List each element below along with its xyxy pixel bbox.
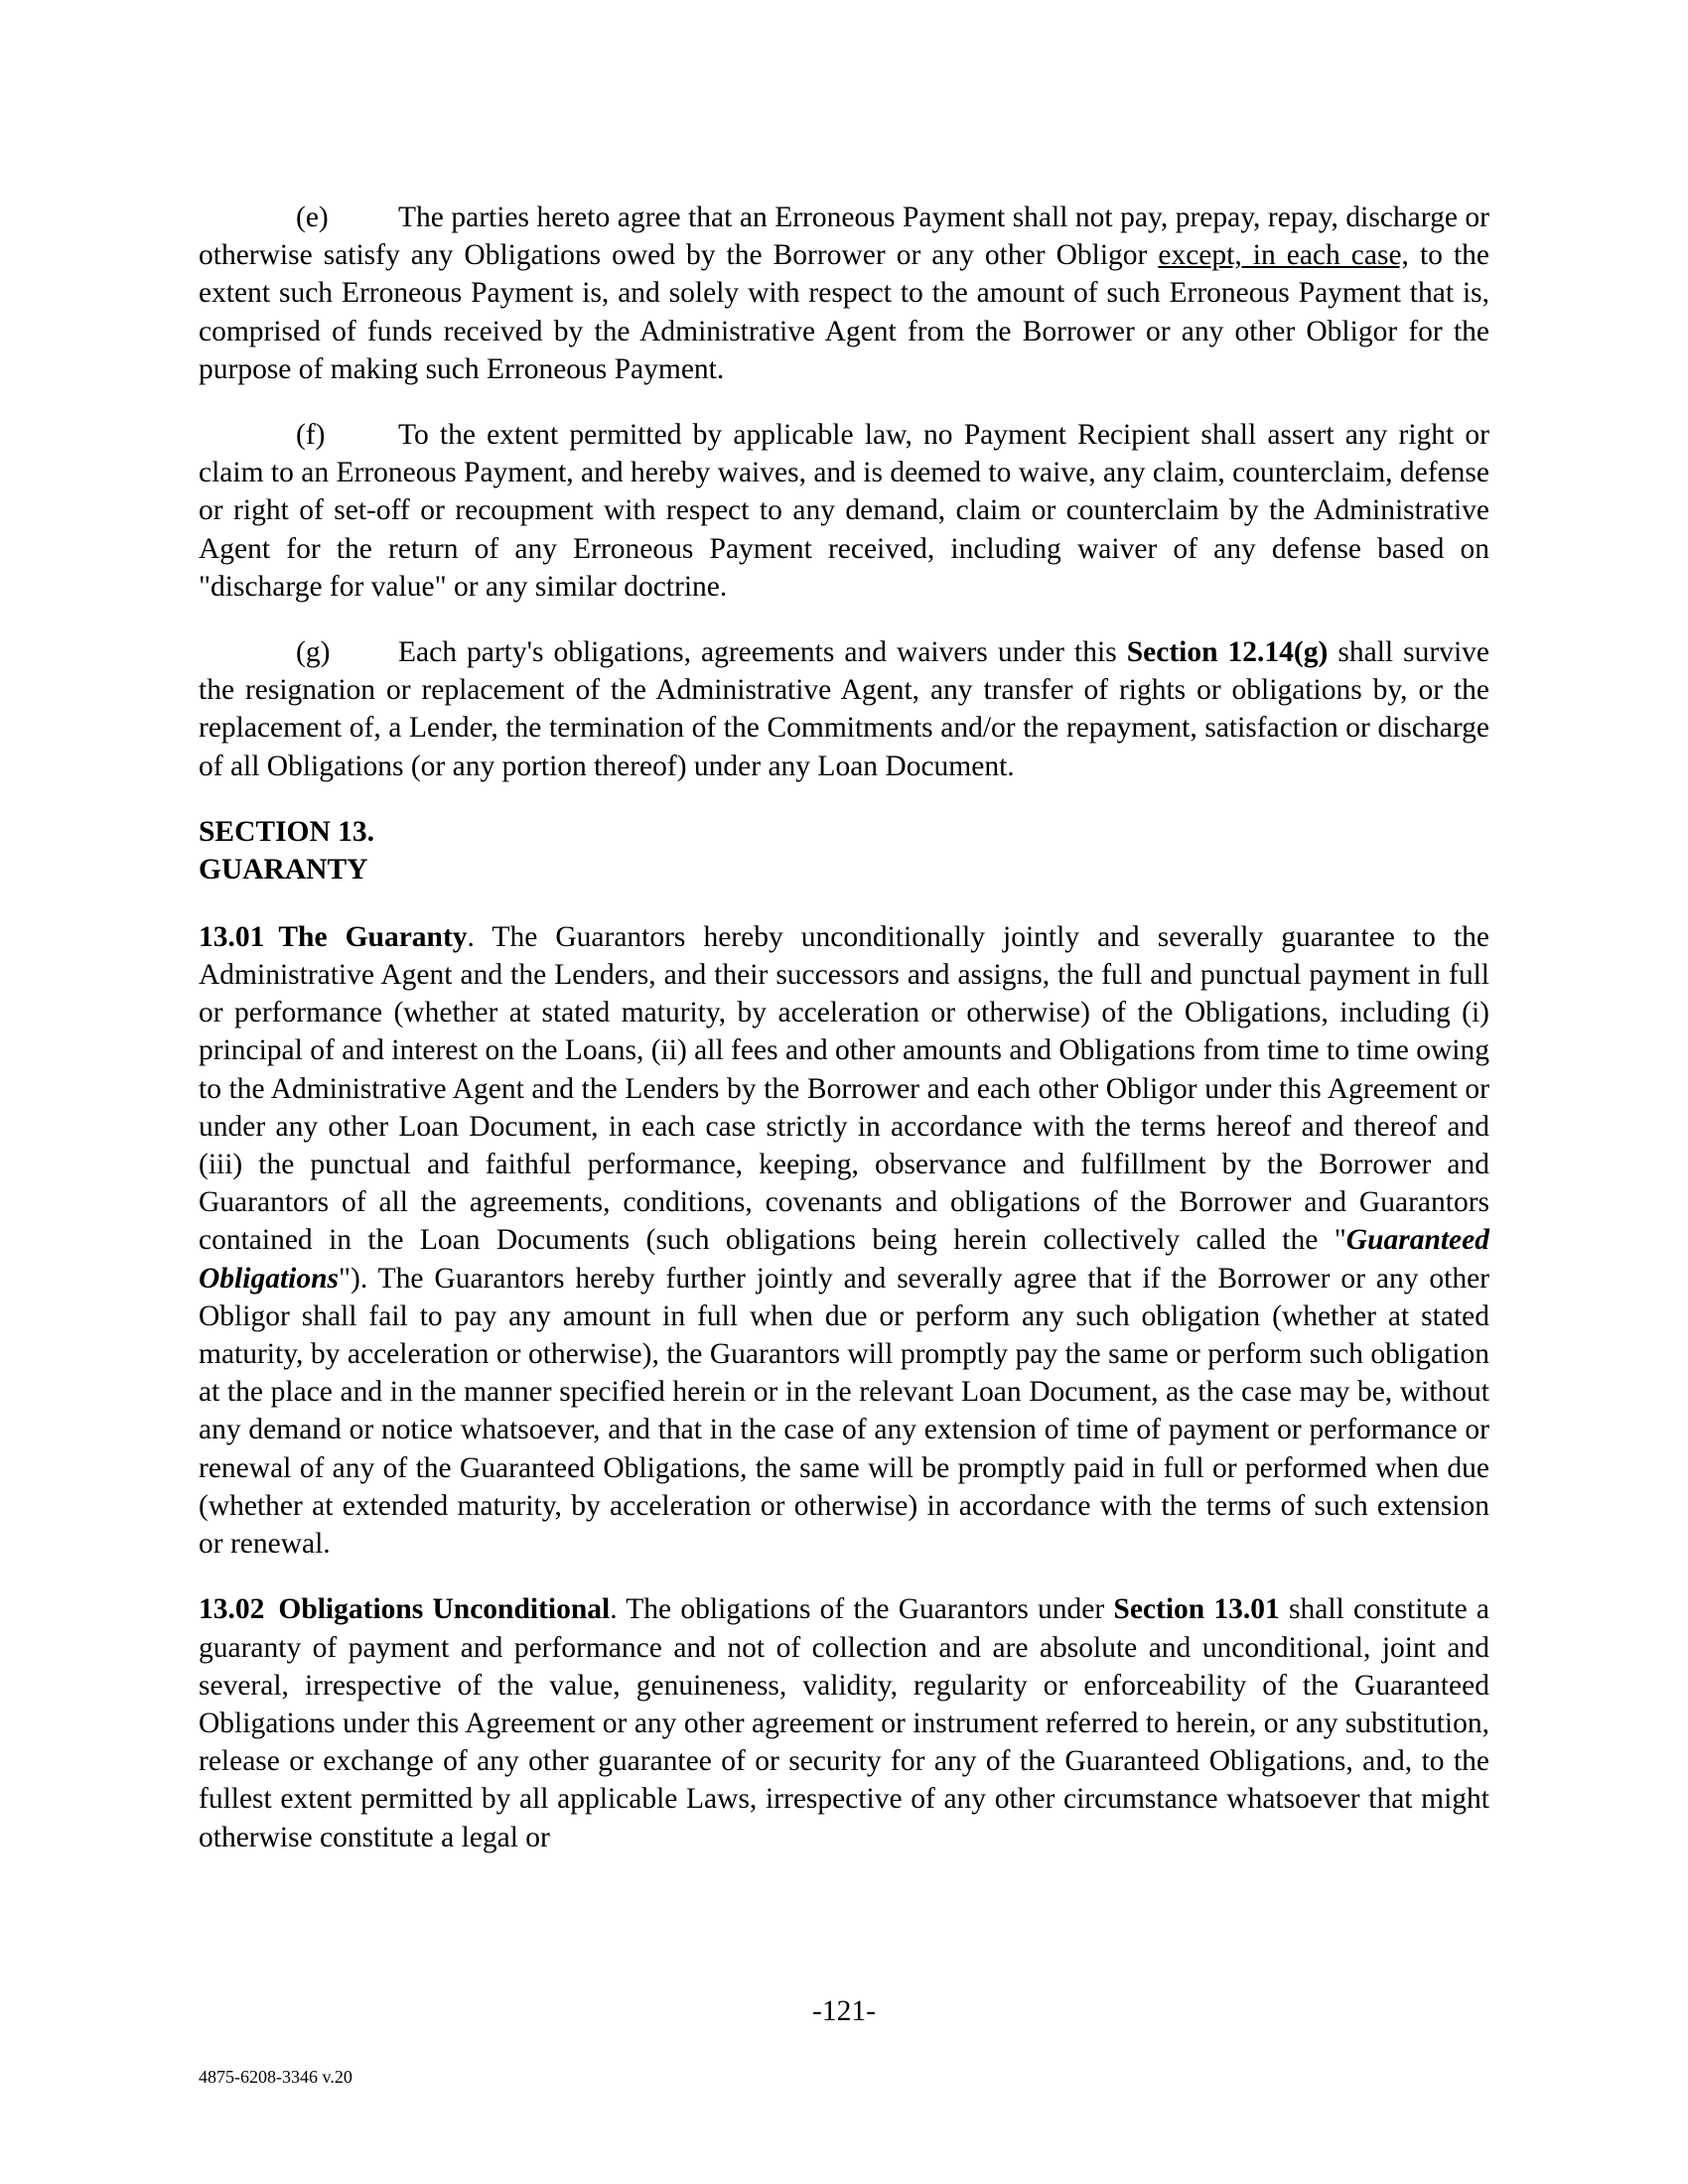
section-13-02-number: 13.02 [199, 1593, 265, 1626]
section-13-02-text-1: . The obligations of the Guarantors under [610, 1593, 1114, 1626]
section-13-heading [199, 813, 1489, 888]
section-13-02 [199, 1590, 1489, 1855]
section-13-number: SECTION 13. [199, 815, 375, 848]
section-13-01-title: The Guaranty [278, 920, 468, 953]
section-13-02-title: Obligations Unconditional [278, 1593, 611, 1626]
paragraph-e-text-1: The parties hereto agree that an Erroneous Payment shall not pay, prepay, repay, discharge or otherwise satisfy any Obligations owed by the Borrower or any other Obligor [199, 202, 1489, 272]
guaranteed-obligations-term: Guaranteed Obligations [199, 1224, 1489, 1295]
paragraph-e [199, 199, 1489, 388]
section-13-01-text-1: . The Guarantors hereby unconditionally jointly and severally guarantee to the Administrative Agent and the Lenders, and their successors and assigns, the full and punctual payment in full or performance (whether at stated maturity, by acceleration or otherwise) of the Obligations, including (i) principal of and interest on the Loans, (ii) all fees and other amounts and Obligations from time to time owing to the Administrative Agent and the Lenders by the Borrower and each other Obligor under this Agreement or under any other Loan Document, in each case strictly in accordance with the terms hereof and thereof and (iii) the punctual and faithful performance, keeping, observance and fulfillment by the Borrower and Guarantors of all the agreements, conditions, covenants and obligations of the Borrower and Guarantors contained in the Loan Documents (such obligations being herein collectively called the " [199, 920, 1489, 1257]
paragraph-f [199, 416, 1489, 606]
paragraph-f-label: (f) [296, 419, 326, 452]
paragraph-g-text-1: Each party's obligations, agreements and waivers under this [398, 636, 1127, 669]
page-number: -121- [812, 1995, 876, 2027]
section-13-01-number: 13.01 [199, 920, 265, 953]
document-body [199, 199, 1489, 1884]
paragraph-f-text: To the extent permitted by applicable law, no Payment Recipient shall assert any right or claim to an Erroneous Payment, and hereby waives, and is deemed to waive, any claim, counterclaim, defense or right of set-off or recoupment with respect to any demand, claim or counterclaim by the Administrative Agent for the return of any Erroneous Payment received, including waiver of any defense based on "discharge for value" or any similar doctrine. [199, 419, 1490, 603]
paragraph-e-underlined: except, in each case, [1158, 239, 1409, 272]
paragraph-e-label: (e) [296, 202, 329, 233]
paragraph-g [199, 633, 1489, 785]
paragraph-e-text-2: to the extent such Erroneous Payment is, and solely with respect to the amount of such Erroneous Payment that is, comprised of funds received by the Administrative Agent from the Borrower or any other Obligor for the purpose of making such Erroneous Payment. [199, 239, 1489, 385]
section-13-02-text-2: shall constitute a guaranty of payment and performance and not of collection and are absolute and unconditional, joint and several, irrespective of the value, genuineness, validity, regularity or enforceability of the Guaranteed Obligations under this Agreement or any other agreement or instrument referred to herein, or any substitution, release or exchange of any other guarantee of or security for any of the Guaranteed Obligations, and, to the fullest extent permitted by all applicable Laws, irrespective of any other circumstance whatsoever that might otherwise constitute a legal or [199, 1593, 1489, 1853]
document-id: 4875-6208-3346 v.20 [199, 2067, 352, 2087]
section-13-title: GUARANTY [199, 853, 368, 886]
section-13-02-section-ref: Section 13.01 [1113, 1593, 1280, 1626]
section-13-01-text-2: "). The Guarantors hereby further jointly and severally agree that if the Borrower or any other Obligor shall fail to pay any amount in full when due or perform any such obligation (whether at stated maturity, by acceleration or otherwise), the Guarantors will promptly pay the same or perform such obligation at the place and in the manner specified herein or in the relevant Loan Document, as the case may be, without any demand or notice whatsoever, and that in the case of any extension of time of payment or performance or renewal of any of the Guaranteed Obligations, the same will be promptly paid in full or performed when due (whether at extended maturity, by acceleration or otherwise) in accordance with the terms of such extension or renewal. [199, 1262, 1489, 1561]
section-13-01 [199, 918, 1489, 1563]
paragraph-g-section-ref: Section 12.14(g) [1126, 636, 1329, 669]
paragraph-g-text-2: shall survive the resignation or replacement of the Administrative Agent, any transfer of rights or obligations by, or the replacement of, a Lender, the termination of the Commitments and/or the repayment, satisfaction or discharge of all Obligations (or any portion thereof) under any Loan Document. [199, 636, 1490, 782]
paragraph-g-label: (g) [296, 636, 331, 669]
